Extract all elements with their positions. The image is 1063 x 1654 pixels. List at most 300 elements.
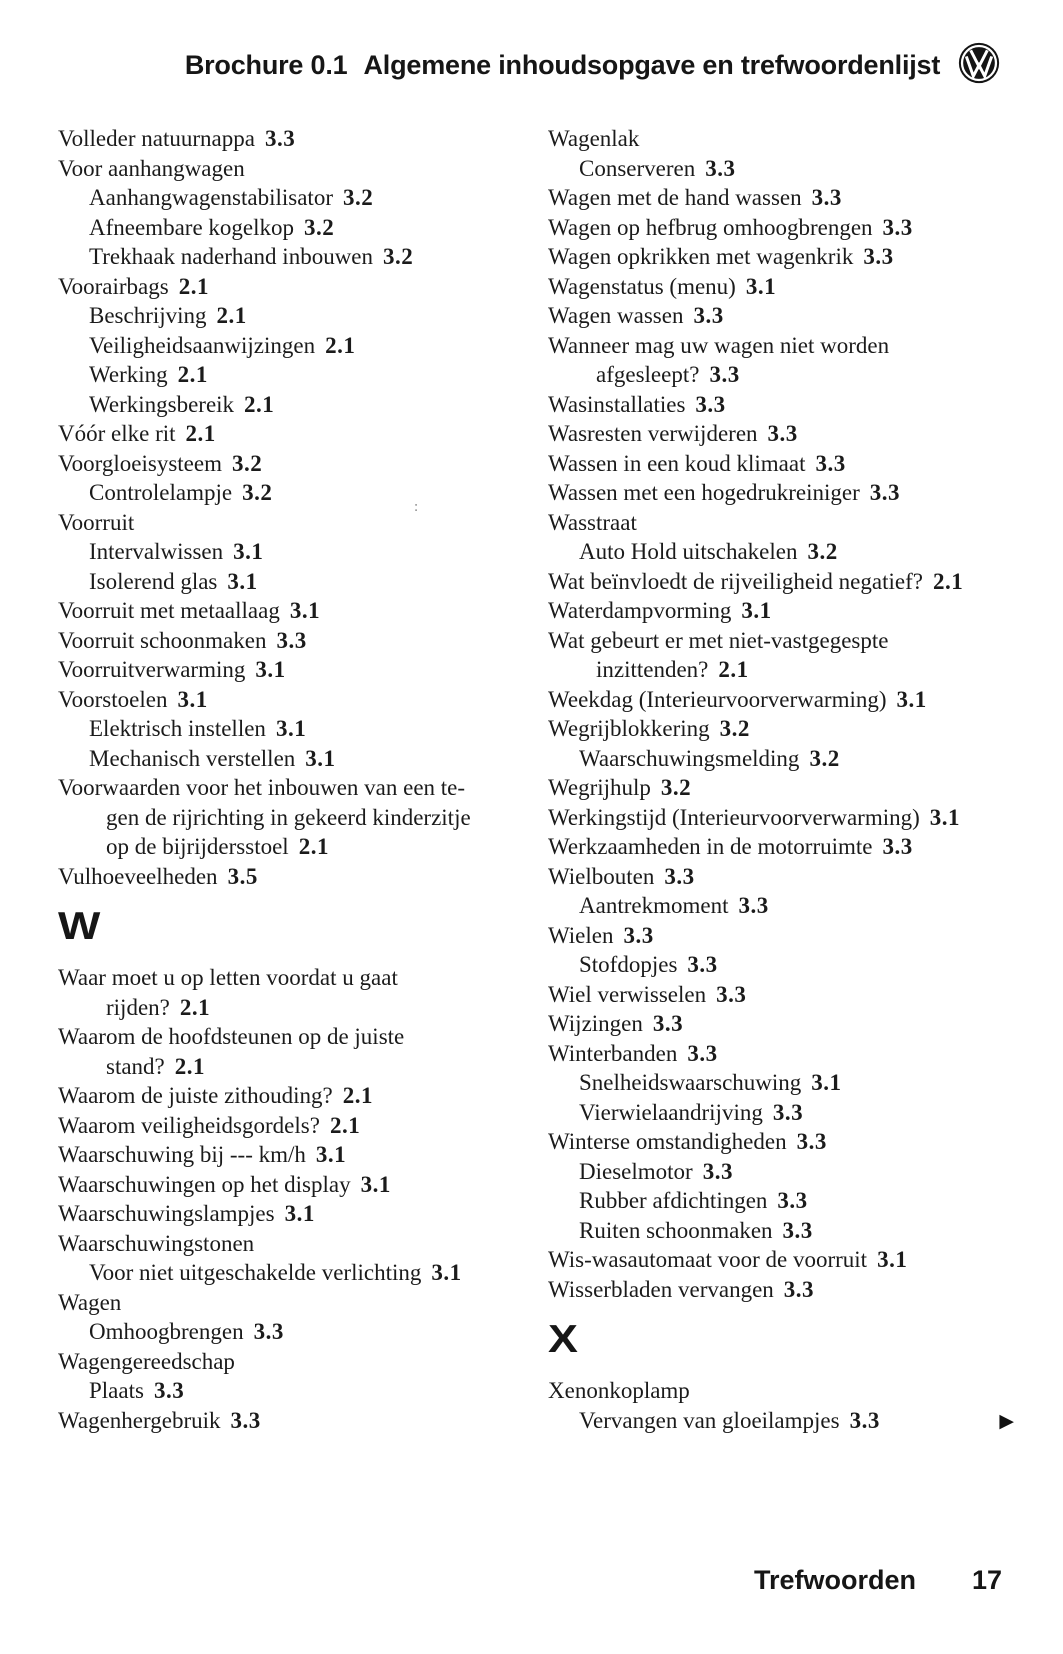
- index-entry-text: stand?: [106, 1053, 165, 1079]
- chapter-reference: 3.3: [264, 126, 296, 151]
- chapter-reference: 3.3: [276, 627, 307, 653]
- chapter-reference: 2.1: [179, 994, 211, 1020]
- index-entry: [548, 1068, 1010, 1098]
- index-entry-text: Wassen in een koud klimaat: [548, 450, 806, 476]
- section-letter-x: X: [548, 1318, 578, 1361]
- index-entry-line: [58, 390, 518, 420]
- index-entry-text: Trekhaak naderhand inbouwen: [89, 244, 374, 269]
- index-entry-line: [548, 390, 1010, 420]
- index-entry: [548, 1127, 1010, 1157]
- index-entry: [58, 272, 518, 302]
- chapter-reference: 2.1: [718, 657, 749, 682]
- chapter-reference: 3.3: [702, 1158, 733, 1184]
- index-entry-line: [548, 1406, 1014, 1436]
- index-entry-line: [548, 1009, 1010, 1039]
- chapter-reference: 3.3: [709, 362, 740, 387]
- index-entry: [548, 1157, 1010, 1187]
- chapter-reference: 3.1: [289, 598, 321, 623]
- chapter-reference: 3.3: [796, 1129, 827, 1154]
- index-entry-text: Rubber afdichtingen: [579, 1188, 768, 1213]
- chapter-reference: 3.3: [623, 922, 654, 948]
- index-entry-text: Omhoogbrengen: [89, 1319, 244, 1344]
- index-entry-text: Voor aanhangwagen: [58, 155, 245, 181]
- index-entry: [58, 449, 518, 479]
- index-entry-line: [548, 1245, 1010, 1275]
- index-entry-line: [548, 567, 1010, 597]
- chapter-reference: 3.3: [869, 480, 900, 505]
- index-entry-line: [548, 655, 1010, 685]
- vw-roundel-icon: [958, 42, 1000, 84]
- index-entry-text: Werkingstijd (Interieurvoorverwarming): [548, 804, 920, 830]
- index-entry: [58, 1258, 518, 1288]
- chapter-reference: 3.3: [811, 185, 842, 210]
- index-entry-line: [548, 891, 1010, 921]
- index-entry-text: Winterbanden: [548, 1040, 678, 1066]
- index-entry-line: [58, 419, 518, 449]
- chapter-reference: 3.1: [896, 686, 927, 712]
- index-entry: [58, 1317, 518, 1347]
- index-entry-text: Werkzaamheden in de motorruimte: [548, 834, 873, 859]
- index-entry-line: [548, 950, 1010, 980]
- chapter-reference: 3.3: [695, 391, 726, 417]
- index-entry-line: [548, 803, 1010, 833]
- index-entry-text: Wegrijblokkering: [548, 716, 710, 741]
- index-entry: [548, 832, 1010, 862]
- index-entry-line: [58, 567, 518, 597]
- index-entry-line: [58, 1170, 518, 1200]
- index-column-left: [58, 124, 518, 1435]
- index-entry-line: [58, 360, 518, 390]
- chapter-reference: 3.3: [687, 1040, 718, 1066]
- chapter-reference: 3.3: [815, 450, 846, 476]
- chapter-reference: 3.1: [741, 598, 772, 623]
- index-entry: [58, 685, 518, 715]
- index-entry-line: [58, 655, 518, 685]
- index-entry-text: Wagen: [58, 1289, 122, 1315]
- index-entry-line: [58, 832, 518, 862]
- index-entry: [58, 862, 518, 892]
- index-entry-line: [58, 301, 518, 331]
- chapter-reference: 3.1: [255, 657, 286, 682]
- index-entry: [58, 478, 518, 508]
- chapter-reference: 3.3: [767, 421, 798, 446]
- chapter-reference: 2.1: [178, 273, 209, 299]
- chapter-reference: 3.3: [882, 214, 913, 240]
- index-entry-text: Mechanisch verstellen: [89, 745, 296, 771]
- index-entry-text: Wasstraat: [548, 509, 637, 535]
- index-entry-line: [548, 685, 1010, 715]
- index-entry-text: inzittenden?: [596, 657, 709, 682]
- index-entry-line: [548, 360, 1010, 390]
- index-entry: [58, 773, 518, 862]
- index-entry-line: [58, 1081, 518, 1111]
- index-entry-text: Dieselmotor: [579, 1158, 693, 1184]
- index-entry: [548, 596, 1010, 626]
- index-entry-text: Voorwaarden voor het inbouwen van een te-: [58, 775, 466, 800]
- index-entry: [58, 1376, 518, 1406]
- index-entry-text: Wiel verwisselen: [548, 981, 707, 1007]
- index-entry-text: Elektrisch instellen: [89, 716, 266, 741]
- index-entry-line: [58, 596, 518, 626]
- index-entry-line: [548, 478, 1010, 508]
- index-entry: [548, 1039, 1010, 1069]
- index-entry-text: Volleder natuurnappa: [58, 126, 255, 151]
- index-entry-line: [548, 242, 1010, 272]
- chapter-reference: 3.3: [783, 1276, 815, 1302]
- chapter-reference: 3.5: [227, 863, 258, 889]
- index-entry-text: Xenonkoplamp: [548, 1378, 690, 1403]
- index-entry: [548, 1406, 1014, 1436]
- index-entry-line: [548, 508, 1010, 538]
- index-entry: [548, 773, 1010, 803]
- index-entry: [58, 963, 518, 1022]
- chapter-reference: 3.1: [227, 568, 258, 594]
- index-entry-line: [58, 1288, 518, 1318]
- chapter-reference: 3.3: [230, 1407, 261, 1433]
- index-entry-line: [58, 744, 518, 774]
- chapter-reference: 3.1: [233, 539, 264, 564]
- index-entry-text: op de bijrijdersstoel: [106, 834, 289, 859]
- index-entry-line: [58, 963, 518, 993]
- index-entry: [58, 124, 518, 154]
- index-entry-line: [58, 478, 518, 508]
- index-entry-text: Ruiten schoonmaken: [579, 1217, 773, 1243]
- chapter-reference: 3.2: [807, 539, 838, 564]
- chapter-reference: 3.1: [877, 1247, 908, 1272]
- chapter-reference: 3.3: [738, 893, 769, 918]
- index-entry-line: [58, 1317, 518, 1347]
- index-entry-line: [58, 1140, 518, 1170]
- index-entry-line: [548, 626, 1010, 656]
- index-entry-text: Winterse omstandigheden: [548, 1129, 787, 1154]
- index-entry: [548, 419, 1010, 449]
- index-entry-text: Plaats: [89, 1378, 144, 1403]
- index-entry-line: [58, 773, 518, 803]
- index-entry: [58, 596, 518, 626]
- index-entry: [548, 331, 1010, 390]
- index-entry-text: Wagenlak: [548, 126, 640, 151]
- chapter-reference: 2.1: [244, 391, 275, 417]
- index-entry: [548, 1009, 1010, 1039]
- index-entry-text: Wagenhergebruik: [58, 1407, 221, 1433]
- index-entry: [58, 360, 518, 390]
- index-entry: [548, 1216, 1010, 1246]
- index-entry: [548, 301, 1010, 331]
- index-entry-line: [548, 1376, 1010, 1406]
- index-entry: [58, 714, 518, 744]
- index-entry-line: [548, 449, 1010, 479]
- index-entry-line: [58, 993, 518, 1023]
- index-entry: [58, 331, 518, 361]
- index-entry: [548, 862, 1010, 892]
- index-entry-text: Vierwielaandrijving: [579, 1099, 763, 1125]
- chapter-reference: 3.2: [719, 716, 750, 741]
- index-entry: [548, 1186, 1010, 1216]
- index-entry-text: Weekdag (Interieurvoorverwarming): [548, 686, 887, 712]
- index-entry: [58, 183, 518, 213]
- chapter-reference: 3.2: [383, 244, 414, 269]
- index-entry-line: [548, 1039, 1010, 1069]
- index-entry-line: [548, 773, 1010, 803]
- index-entry: [548, 1098, 1010, 1128]
- print-stray-mark: :: [414, 499, 419, 515]
- index-entry-line: [548, 537, 1010, 567]
- index-entry-text: Conserveren: [579, 155, 696, 181]
- index-entry-line: [58, 626, 518, 656]
- index-entry-text: Waarschuwingsmelding: [579, 745, 800, 771]
- index-entry-text: Wat gebeurt er met niet-vastgegespte: [548, 627, 889, 653]
- index-entry-text: Vóór elke rit: [58, 421, 176, 446]
- index-entry-text: Voorgloeisysteem: [58, 450, 222, 476]
- index-entry: [548, 626, 1010, 685]
- index-entry: [548, 891, 1010, 921]
- index-entry: [548, 537, 1010, 567]
- index-entry: [58, 655, 518, 685]
- chapter-reference: 3.3: [153, 1378, 185, 1403]
- index-entry-text: Aantrekmoment: [579, 893, 729, 918]
- page-footer: [0, 1565, 1002, 1596]
- page-title-brochure: Brochure 0.1: [184, 50, 348, 80]
- index-entry-text: Wasresten verwijderen: [548, 421, 758, 446]
- index-entry-text: Werkingsbereik: [89, 391, 235, 417]
- index-entry-text: Voorruit schoonmaken: [58, 627, 267, 653]
- chapter-reference: 2.1: [298, 834, 329, 859]
- index-entry-text: Wisserbladen vervangen: [548, 1276, 774, 1302]
- index-entry-line: [548, 1127, 1010, 1157]
- index-entry: [58, 567, 518, 597]
- index-column-right: [548, 124, 1014, 1435]
- footer-page-number: 17: [971, 1565, 1002, 1595]
- index-entry: [58, 537, 518, 567]
- index-entry-line: [58, 1111, 518, 1141]
- index-entry: [548, 714, 1010, 744]
- index-entry-text: Controlelampje: [89, 480, 233, 505]
- chapter-reference: 3.2: [660, 775, 692, 800]
- index-entry: [58, 508, 518, 538]
- index-entry: [58, 744, 518, 774]
- index-entry-line: [58, 508, 518, 538]
- index-entry-text: Werking: [89, 362, 168, 387]
- index-entry-text: Waarom veiligheidsgordels?: [58, 1112, 320, 1138]
- index-entry-line: [548, 1098, 1010, 1128]
- chapter-reference: 3.1: [811, 1070, 842, 1095]
- index-entry: [58, 1170, 518, 1200]
- index-entry-text: Wagen wassen: [548, 303, 684, 328]
- index-entry-text: Intervalwissen: [89, 539, 224, 564]
- chapter-reference: 3.3: [664, 863, 695, 889]
- chapter-reference: 3.2: [242, 480, 273, 505]
- index-entry-line: [58, 213, 518, 243]
- index-entry-line: [548, 419, 1010, 449]
- index-entry-text: Wielen: [548, 922, 614, 948]
- chapter-reference: 3.1: [360, 1171, 391, 1197]
- index-entry: [58, 1288, 518, 1318]
- index-entry-line: [58, 803, 518, 833]
- chapter-reference: 3.1: [431, 1260, 462, 1285]
- index-entry-text: Wat beïnvloedt de rijveiligheid negatief?: [548, 568, 923, 594]
- index-entry-line: [58, 331, 518, 361]
- chapter-reference: 3.3: [705, 155, 736, 181]
- index-entry-text: Wis-wasautomaat voor de voorruit: [548, 1247, 868, 1272]
- chapter-reference: 3.2: [809, 745, 840, 771]
- page-title-text: Algemene inhoudsopgave en trefwoordenlijst: [363, 50, 941, 80]
- index-entry-line: [58, 537, 518, 567]
- index-entry-text: Wijzingen: [548, 1011, 643, 1036]
- index-entry-line: [548, 1275, 1010, 1305]
- index-entry: [548, 950, 1010, 980]
- index-entry-line: [548, 714, 1010, 744]
- index-entry-text: Veiligheidsaanwijzingen: [89, 332, 316, 358]
- index-entry: [548, 449, 1010, 479]
- index-entry-text: Waterdampvorming: [548, 598, 732, 623]
- index-entry: [548, 567, 1010, 597]
- index-entry: [548, 803, 1010, 833]
- index-entry-line: [548, 596, 1010, 626]
- index-entry: [58, 419, 518, 449]
- index-entry-line: [58, 1229, 518, 1259]
- index-entry: [58, 1199, 518, 1229]
- index-entry-text: Waarom de juiste zithouding?: [58, 1083, 333, 1108]
- index-entry-text: Voorruit: [58, 509, 135, 535]
- index-entry: [548, 242, 1010, 272]
- index-entry-text: Wielbouten: [548, 863, 655, 889]
- chapter-reference: 3.1: [305, 745, 336, 771]
- index-entry: [548, 508, 1010, 538]
- chapter-reference: 3.3: [849, 1407, 880, 1433]
- index-entry: [548, 744, 1010, 774]
- index-entry: [548, 1376, 1010, 1406]
- footer-section-label: Trefwoorden: [753, 1565, 916, 1595]
- chapter-reference: 3.1: [929, 804, 961, 830]
- index-entry-text: Wagenstatus (menu): [548, 273, 736, 299]
- index-entry-line: [58, 862, 518, 892]
- index-entry-text: Wanneer mag uw wagen niet worden: [548, 332, 890, 358]
- index-entry-line: [58, 272, 518, 302]
- index-entry: [58, 301, 518, 331]
- index-entry-text: Voorruit met metaallaag: [58, 598, 280, 623]
- index-entry-line: [548, 154, 1010, 184]
- index-entry: [58, 1111, 518, 1141]
- index-entry-text: Waarom de hoofdsteunen op de juiste: [58, 1024, 405, 1049]
- index-entry-text: Wegrijhulp: [548, 775, 651, 800]
- chapter-reference: 3.3: [777, 1188, 808, 1213]
- index-entry-text: rijden?: [106, 994, 170, 1020]
- index-entry-text: gen de rijrichting in gekeerd kinderzitje: [106, 804, 471, 830]
- index-entry-text: Wasinstallaties: [548, 391, 686, 417]
- chapter-reference: 3.1: [315, 1142, 347, 1167]
- chapter-reference: 2.1: [329, 1112, 361, 1138]
- index-entry-line: [58, 449, 518, 479]
- chapter-reference: 3.1: [745, 273, 777, 299]
- chapter-reference: 2.1: [325, 332, 356, 358]
- index-entry-line: [58, 714, 518, 744]
- index-entry-line: [58, 1406, 518, 1436]
- index-entry: [58, 1347, 518, 1377]
- chapter-reference: 3.3: [863, 244, 894, 269]
- index-entry-line: [548, 1186, 1010, 1216]
- index-entry: [58, 1406, 518, 1436]
- index-entry-line: [548, 744, 1010, 774]
- index-entry: [548, 685, 1010, 715]
- index-entry-text: Waarschuwingstonen: [58, 1230, 255, 1256]
- index-entry: [58, 1229, 518, 1259]
- index-entry-line: [58, 124, 518, 154]
- index-entry-text: Stofdopjes: [579, 952, 678, 977]
- chapter-reference: 3.1: [177, 686, 208, 712]
- index-entry: [58, 213, 518, 243]
- index-entry-text: Wagen opkrikken met wagenkrik: [548, 244, 854, 269]
- index-entry-line: [548, 213, 1010, 243]
- index-entry-text: Voorstoelen: [58, 686, 168, 712]
- chapter-reference: 2.1: [185, 421, 216, 446]
- chapter-reference: 3.3: [687, 952, 718, 977]
- chapter-reference: 2.1: [177, 362, 208, 387]
- index-entry-line: [548, 921, 1010, 951]
- index-entry-line: [58, 1258, 518, 1288]
- chapter-reference: 2.1: [174, 1053, 206, 1079]
- index-entry-text: Waarschuwingen op het display: [58, 1171, 351, 1197]
- index-entry-line: [58, 1199, 518, 1229]
- index-entry: [548, 154, 1010, 184]
- index-entry-line: [548, 301, 1010, 331]
- index-entry-line: [548, 1216, 1010, 1246]
- index-entry-line: [58, 242, 518, 272]
- index-entry: [548, 272, 1010, 302]
- index-entry-line: [58, 154, 518, 184]
- index-entry-line: [548, 331, 1010, 361]
- index-entry-text: Vulhoeveelheden: [58, 863, 218, 889]
- page-header: [0, 50, 1063, 81]
- index-entry-text: Waarschuwing bij --- km/h: [58, 1142, 306, 1167]
- index-entry-text: Afneembare kogelkop: [89, 214, 295, 240]
- index-entry: [58, 154, 518, 184]
- index-entry-line: [58, 1376, 518, 1406]
- index-entry-text: Voorruitverwarming: [58, 657, 246, 682]
- chapter-reference: 3.2: [342, 185, 374, 210]
- index-entry-text: Snelheidswaarschuwing: [579, 1070, 802, 1095]
- index-entry-line: [58, 1052, 518, 1082]
- index-entry-line: [548, 1157, 1010, 1187]
- index-entry-text: Wagengereedschap: [58, 1348, 235, 1374]
- chapter-reference: 3.3: [882, 834, 913, 859]
- chapter-reference: 3.1: [275, 716, 307, 741]
- index-entry: [548, 213, 1010, 243]
- index-entry: [548, 478, 1010, 508]
- index-entry-text: Isolerend glas: [89, 568, 218, 594]
- index-entry-line: [58, 183, 518, 213]
- index-entry-text: Wagen op hefbrug omhoogbrengen: [548, 214, 873, 240]
- index-entry-text: Vervangen van gloeilampjes: [579, 1407, 840, 1433]
- index-entry: [548, 183, 1010, 213]
- chapter-reference: 2.1: [216, 303, 247, 328]
- index-entry-line: [548, 183, 1010, 213]
- chapter-reference: 2.1: [932, 568, 964, 594]
- index-entry: [58, 1140, 518, 1170]
- chapter-reference: 2.1: [342, 1083, 373, 1108]
- chapter-reference: 3.3: [772, 1099, 804, 1125]
- index-entry: [58, 242, 518, 272]
- chapter-reference: 3.3: [253, 1319, 284, 1344]
- chapter-reference: 3.3: [693, 303, 724, 328]
- index-entry-line: [548, 832, 1010, 862]
- index-entry-text: Wagen met de hand wassen: [548, 185, 802, 210]
- index-entry-text: Beschrijving: [89, 303, 207, 328]
- index-entry-line: [58, 1022, 518, 1052]
- index-entry: [58, 626, 518, 656]
- chapter-reference: 3.3: [716, 981, 747, 1007]
- index-entry: [58, 1081, 518, 1111]
- index-entry: [58, 390, 518, 420]
